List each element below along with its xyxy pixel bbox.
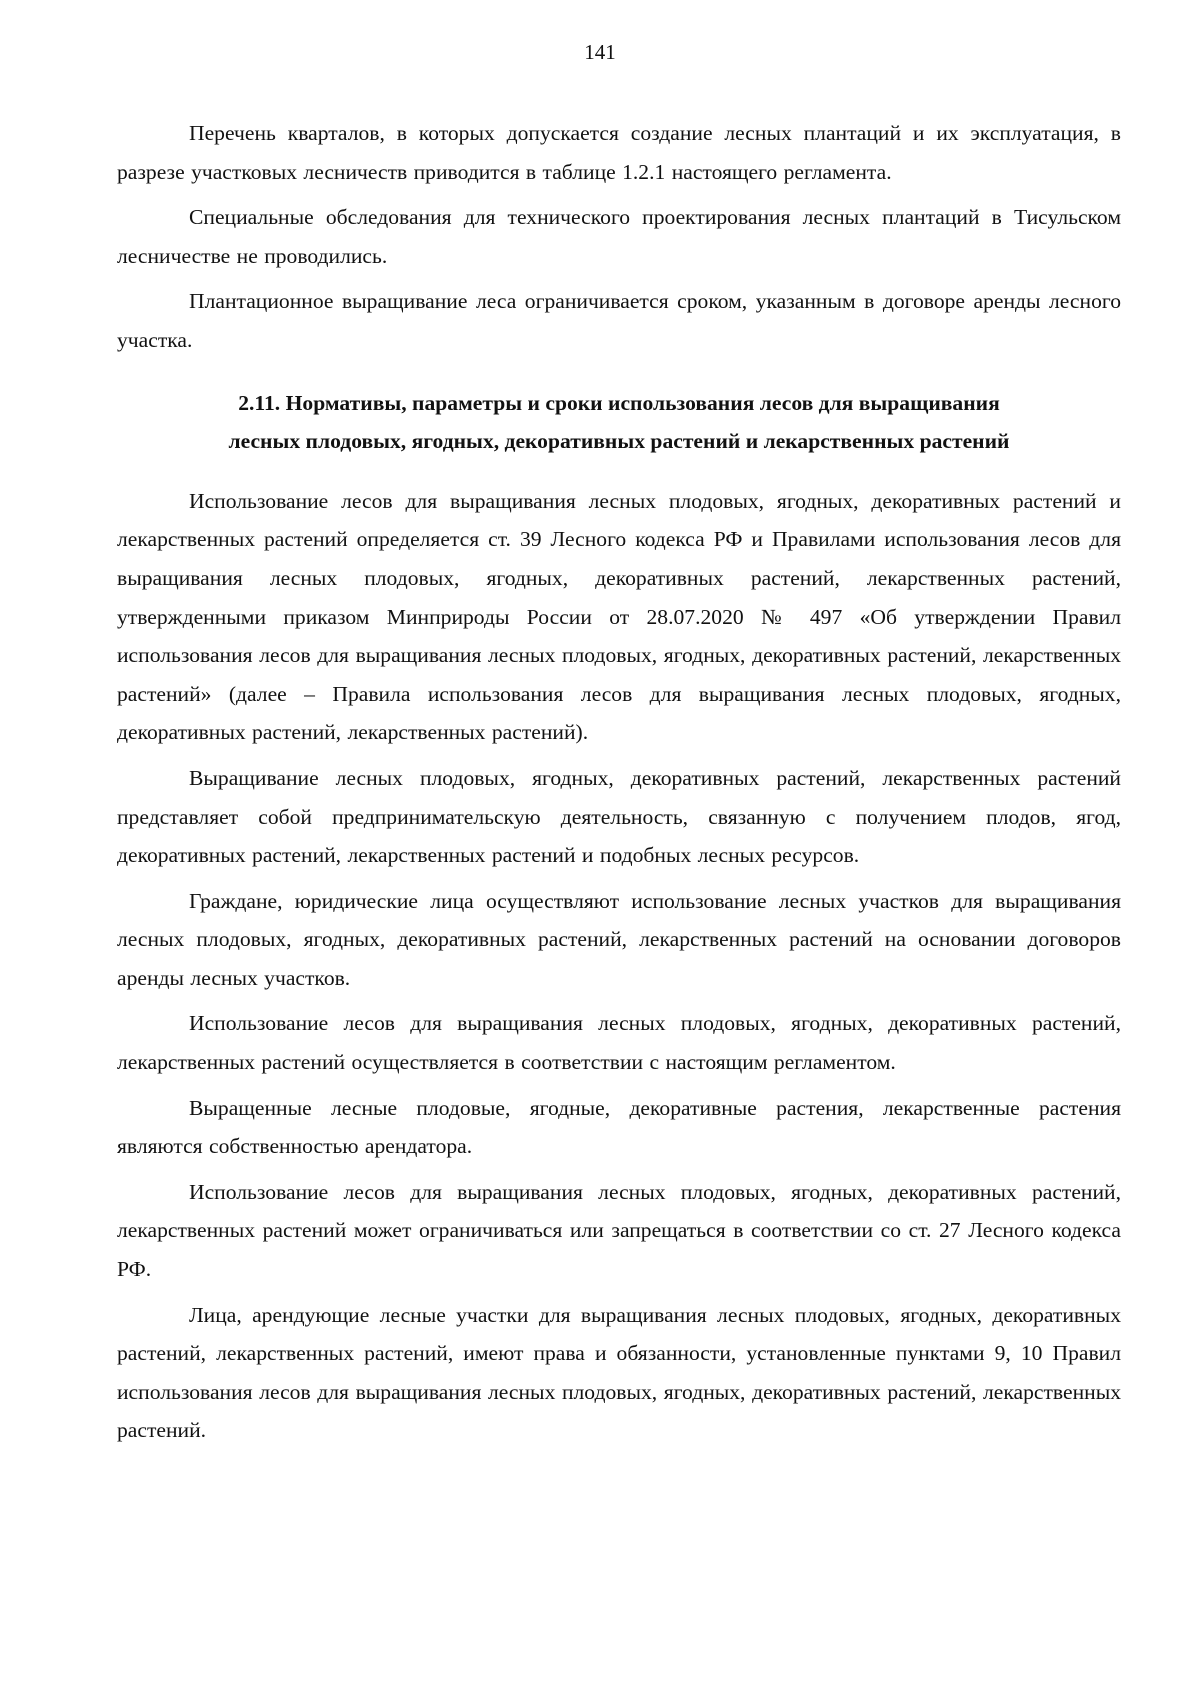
paragraph-business-activity: Выращивание лесных плодовых, ягодных, декоративных растений, лекарственных растений представляет собой предпринимательскую деятельность, связанную с получением плодов, ягод, декоративных растений, лекарственных растений и подобных лесных ресурсов. [117,765,1121,868]
paragraph-plantation-term: Плантационное выращивание леса ограничивается сроком, указанным в договоре аренды лесного участка. [117,289,1121,352]
section-heading [117,384,1121,461]
paragraph-special-surveys: Специальные обследования для технического проектирования лесных плантаций в Тисульском лесничестве не проводились. [117,205,1121,268]
paragraph-lease-basis: Граждане, юридические лица осуществляют использование лесных участков для выращивания лесных плодовых, ягодных, декоративных растений, лекарственных растений на основании договоров аренды лесных участков. [117,888,1121,990]
paragraph-plantation-quarters: Перечень кварталов, в которых допускается создание лесных плантаций и их эксплуатация, в разрезе участковых лесничеств приводится в таблице 1.2.1 настоящего регламента. [117,121,1121,184]
paragraph-rights-obligations: Лица, арендующие лесные участки для выращивания лесных плодовых, ягодных, декоративных растений, лекарственных растений, имеют права и обязанности, установленные пунктами 9, 10 Правил использования лесов для выращивания лесных плодовых, ягодных, декоративных растений, лекарственных растений. [117,1302,1121,1443]
paragraph-usage-basis: Использование лесов для выращивания лесных плодовых, ягодных, декоративных растений и лекарственных растений определяется ст. 39 Лесного кодекса РФ и Правилами использования лесов для выращивания лесных плодовых, ягодных, декоративных растений, лекарственных растений, утвержденными приказом Минприроды России от 28.07.2020 № 497 «Об утверждении Правил использования лесов для выращивания лесных плодовых, ягодных, декоративных растений, лекарственных растений» (далее – Правила использования лесов для выращивания лесных плодовых, ягодных, декоративных растений, лекарственных растений). [117,488,1121,745]
paragraph-ownership: Выращенные лесные плодовые, ягодные, декоративные растения, лекарственные растения являются собственностью арендатора. [117,1095,1121,1159]
paragraph-regulation-compliance: Использование лесов для выращивания лесных плодовых, ягодных, декоративных растений, лекарственных растений осуществляется в соответствии с настоящим регламентом. [117,1011,1121,1075]
page-number: 141 [584,40,616,64]
section-heading-line-1: 2.11. Нормативы, параметры и сроки использования лесов для выращивания [238,390,1000,415]
section-heading-line-2: лесных плодовых, ягодных, декоративных растений и лекарственных растений [228,429,1010,454]
page-content [117,114,1121,1450]
paragraph-restrictions: Использование лесов для выращивания лесных плодовых, ягодных, декоративных растений, лекарственных растений может ограничиваться или запрещаться в соответствии со ст. 27 Лесного кодекса РФ. [117,1179,1121,1282]
